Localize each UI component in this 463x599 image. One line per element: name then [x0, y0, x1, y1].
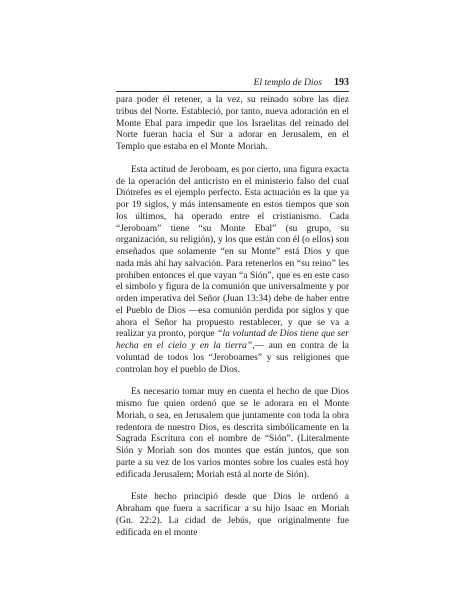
- paragraph-3-text: Es necesario tomar muy en cuenta el hecho de que Dios mismo fue quien ordenó que se le adorara en el Monte Moriah, o sea, en Jerusalem que juntamente con toda la obra redentora de nuestro Dios, es descrita simbólicamente en la Sagrada Escritura con el nombre de “Sión”. (Literalmente Sión y Moriah son dos montes que están juntos, que son parte a su vez de los varios montes sobre los cuales está hoy edificada Jerusalem; Moriah está al norte de Sión).: [116, 387, 349, 480]
- page-number: 193: [334, 77, 349, 88]
- paragraph-3: [116, 387, 349, 481]
- running-title: El templo de Dios: [253, 78, 322, 88]
- paragraph-2: [116, 165, 349, 377]
- paragraph-1-text: para poder él retener, a la vez, su reinado sobre las diez tribus del Norte. Estableció, por tanto, nueva adoración en el Monte Ebal para impedir que los Israelitas del reinado del Norte fueran hacia el Sur a adorar en Jerusalem, en el Templo que estaba en el Monte Moriah.: [116, 95, 349, 152]
- paragraph-2-text: Esta actitud de Jeroboam, es por cierto, una figura exacta de la operación del anticristo en el ministerio falso del cual Diótrefes es el ejemplo perfecto. Esta actuación es la que ya por 19 siglos, y más intensamente en estos tiempos que son los últimos, ha operado entre el cristianismo. Cada “Jeroboam” tiene “su Monte Ebal” (su grupo, su organización, su religión), y los que están con él (o ellos) son enseñados que solamente “en su Monte” está Dios y que nada más ahí hay salvación. Para retenerlos en “su reino” les prohíben entonces el que vayan “a Sión”, que es en este caso el símbolo y figura de la comunión que universalmente y por orden imperativa del Señor (Juan 13:34) debe de haber entre el Pueblo de Dios —esa comunión perdida por siglos y que ahora el Señor ha propuesto restablecer, y que se va a realizar ya pronto, porque: [116, 164, 349, 340]
- header-rule: [116, 91, 349, 92]
- running-header: [116, 76, 349, 90]
- paragraph-2-text-end: ,— aun en contra de la voluntad de todos los “Jeroboames” y sus religiones que controlan hoy el pueblo de Dios.: [116, 341, 349, 375]
- body-text: [116, 95, 349, 539]
- paragraph-2-italic-quote: “la voluntad de Dios tiene que ser hecha en el cielo y en la tierra”: [116, 329, 350, 351]
- paragraph-4-text: Este hecho principió desde que Dios le ordenó a Abraham que fuera a sacrificar a su hijo Isaac en Moriah (Gn. 22:2). La cidad de Jebús, que originalmente fue edificada en el monte: [116, 492, 349, 538]
- paragraph-1: [116, 95, 349, 154]
- paragraph-4: [116, 492, 349, 539]
